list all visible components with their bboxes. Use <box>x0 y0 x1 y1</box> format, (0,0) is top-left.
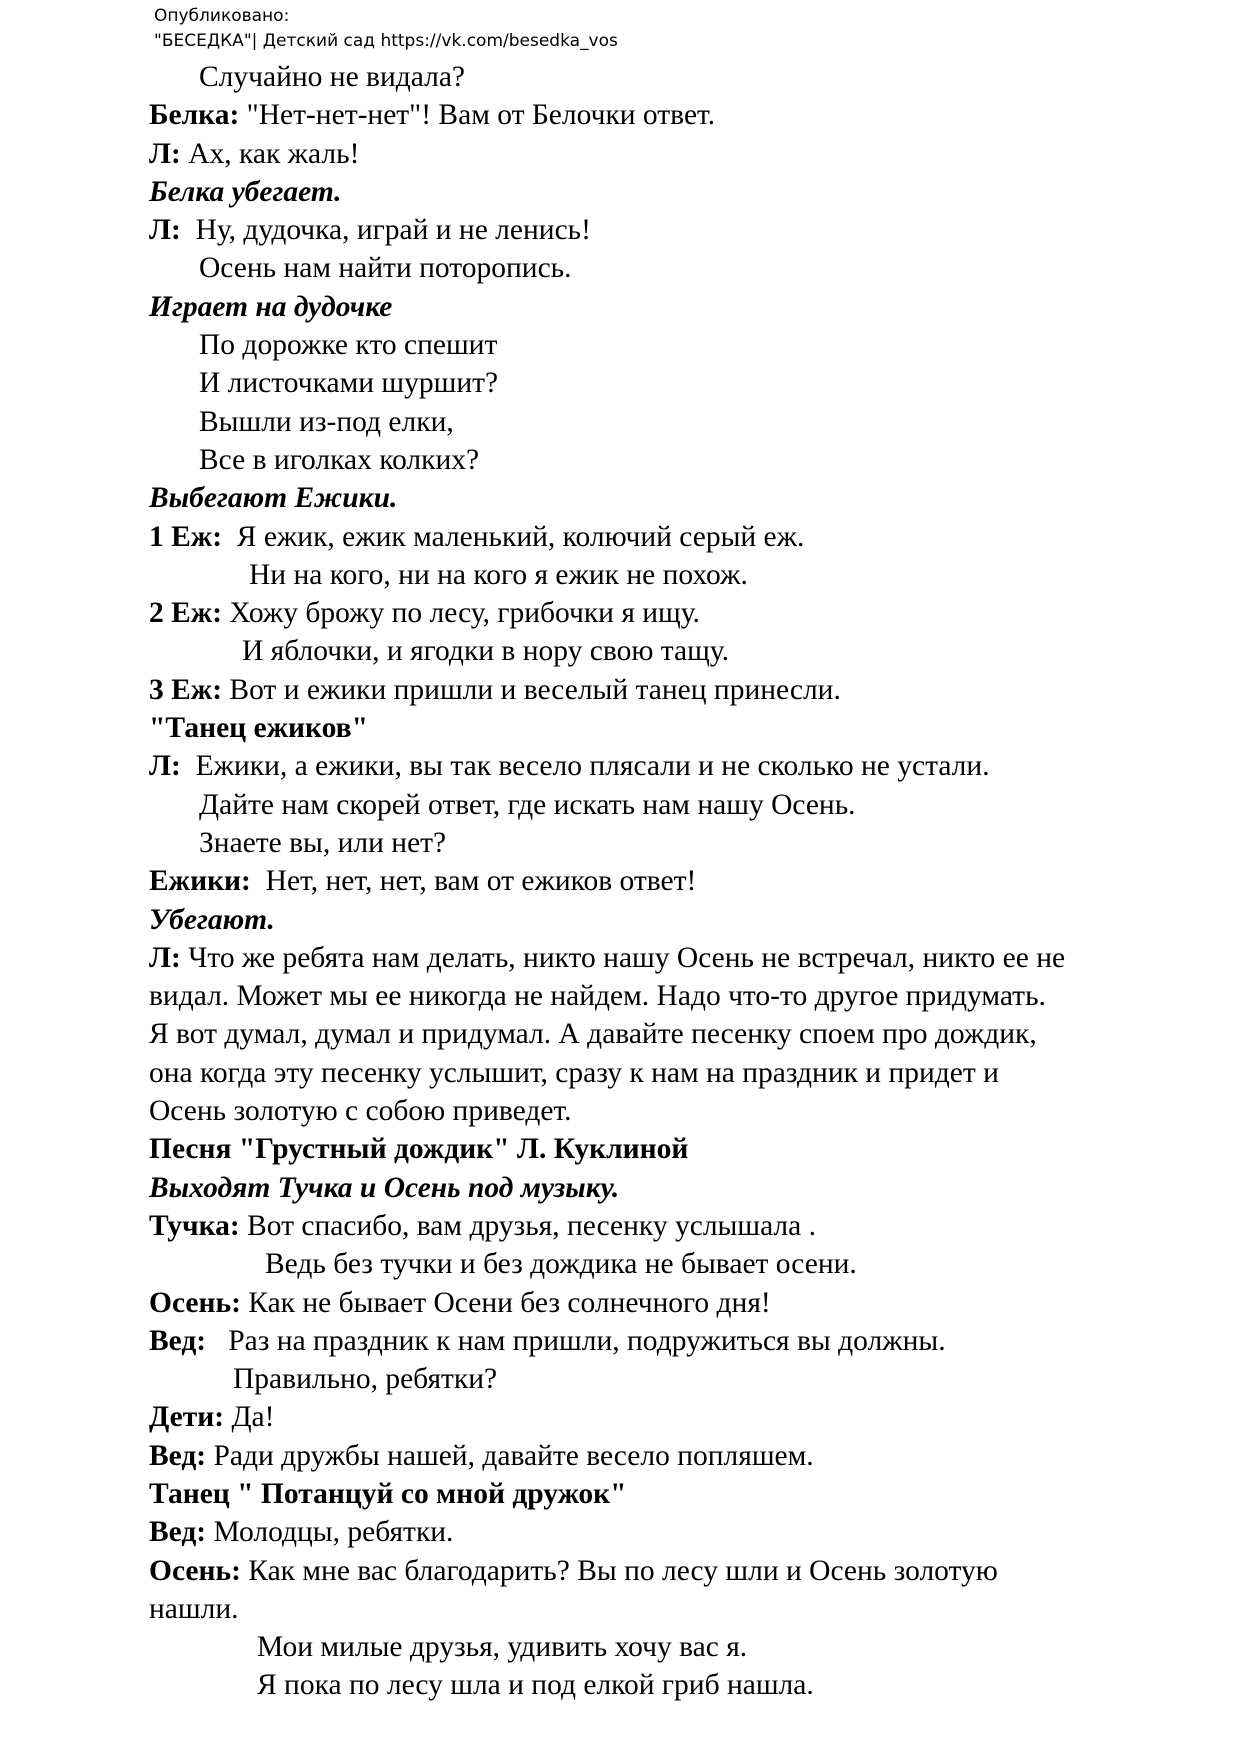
line-text: Я ежик, ежик маленький, колючий серый еж. <box>222 520 805 553</box>
speaker-name: Осень: <box>149 1554 241 1587</box>
speaker-name: 3 Еж: <box>149 673 223 706</box>
dialogue-line <box>149 135 1199 173</box>
line-text: Я вот думал, думал и придумал. А давайте песенку споем про дождик, <box>149 1018 1037 1051</box>
line-text: И яблочки, и ягодки в нору свою тащу. <box>242 635 729 668</box>
speaker-name: Вед: <box>149 1324 207 1357</box>
text-line <box>149 249 1199 287</box>
speaker-name: Белка: <box>149 99 240 132</box>
speaker-name: 2 Еж: <box>149 597 223 630</box>
stage-direction: Играет на дудочке <box>149 290 393 323</box>
publication-header <box>154 4 618 54</box>
text-line <box>149 1054 1199 1092</box>
line-text: нашли. <box>149 1592 239 1625</box>
line-text: Ну, дудочка, играй и не ленись! <box>180 214 591 247</box>
speaker-name: Дети: <box>149 1401 225 1434</box>
published-label: Опубликовано: <box>154 6 290 26</box>
source-line: "БЕСЕДКА"| Детский сад https://vk.com/besedka_vos <box>154 31 618 51</box>
line-text: Ежики, а ежики, вы так весело плясали и не сколько не устали. <box>180 750 990 783</box>
dialogue-line <box>149 671 1199 709</box>
line-text: Я пока по лесу шла и под елкой гриб нашла. <box>257 1669 814 1702</box>
text-line <box>149 824 1199 862</box>
dialogue-line <box>149 518 1199 556</box>
text-line <box>149 556 1199 594</box>
speaker-name: Л: <box>149 750 181 783</box>
stage-direction: Выходят Тучка и Осень под музыку. <box>149 1171 620 1204</box>
stage-direction: Выбегают Ежики. <box>149 482 398 515</box>
text-line <box>149 1590 1199 1628</box>
performance-title: Танец " Потанцуй со мной дружок" <box>149 1477 627 1510</box>
stage-direction: Белка убегает. <box>149 175 342 208</box>
speaker-name: 1 Еж: <box>149 520 223 553</box>
line-text: Ведь без тучки и без дождика не бывает осени. <box>265 1248 857 1281</box>
text-line <box>149 441 1199 479</box>
line-text: Как мне вас благодарить? Вы по лесу шли и Осень золотую <box>240 1554 998 1587</box>
speaker-name: Вед: <box>149 1439 207 1472</box>
dialogue-line <box>149 1322 1199 1360</box>
text-line <box>149 1092 1199 1130</box>
line-text: Вот спасибо, вам друзья, песенку услышала . <box>239 1209 816 1242</box>
line-text: Все в иголках колких? <box>199 443 480 476</box>
dialogue-line <box>149 96 1199 134</box>
speaker-name: Вед: <box>149 1516 207 1549</box>
text-line <box>149 364 1199 402</box>
text-line <box>149 632 1199 670</box>
line-text: Хожу брожу по лесу, грибочки я ищу. <box>222 597 700 630</box>
line-text: Молодцы, ребятки. <box>206 1516 454 1549</box>
line-text: она когда эту песенку услышит, сразу к нам на праздник и придет и <box>149 1056 999 1089</box>
dialogue-line <box>149 1552 1199 1590</box>
text-line <box>149 1666 1199 1704</box>
line-text: По дорожке кто спешит <box>199 329 498 362</box>
line-text: Ах, как жаль! <box>180 137 360 170</box>
line-text: Знаете вы, или нет? <box>199 826 447 859</box>
line-text: Осень золотую с собою приведет. <box>149 1095 572 1128</box>
dialogue-line <box>149 747 1199 785</box>
line-text: Правильно, ребятки? <box>233 1363 498 1396</box>
line-text: Да! <box>224 1401 275 1434</box>
line-text: "Нет-нет-нет"! Вам от Белочки ответ. <box>239 99 716 132</box>
line-text: Нет, нет, нет, вам от ежиков ответ! <box>250 865 697 898</box>
text-line <box>149 326 1199 364</box>
dialogue-line <box>149 594 1199 632</box>
dialogue-line <box>149 939 1199 977</box>
line-text: Что же ребята нам делать, никто нашу Осень не встречал, никто ее не <box>180 941 1066 974</box>
line-text: Вышли из-под елки, <box>199 405 454 438</box>
line-text: видал. Может мы ее никогда не найдем. Надо что-то другое придумать. <box>149 980 1046 1013</box>
line-text: Вот и ежики пришли и веселый танец принесли. <box>222 673 841 706</box>
line-text: Осень нам найти поторопись. <box>199 252 572 285</box>
speaker-name: Л: <box>149 137 181 170</box>
text-line <box>149 403 1199 441</box>
text-line <box>149 58 1199 96</box>
speaker-name: Ежики: <box>149 865 251 898</box>
performance-title: "Танец ежиков" <box>149 712 368 745</box>
line-text: Как не бывает Осени без солнечного дня! <box>240 1286 771 1319</box>
line-text: Мои милые друзья, удивить хочу вас я. <box>257 1631 748 1664</box>
speaker-name: Осень: <box>149 1286 241 1319</box>
text-line <box>149 1628 1199 1666</box>
speaker-name: Л: <box>149 214 181 247</box>
dialogue-line <box>149 862 1199 900</box>
speaker-name: Л: <box>149 941 181 974</box>
dialogue-line <box>149 1284 1199 1322</box>
dialogue-line <box>149 211 1199 249</box>
dialogue-line <box>149 1207 1199 1245</box>
dialogue-line <box>149 1437 1199 1475</box>
text-line <box>149 786 1199 824</box>
line-text: Случайно не видала? <box>199 61 466 93</box>
script-text <box>149 58 1199 1705</box>
line-text: Дайте нам скорей ответ, где искать нам нашу Осень. <box>199 788 856 821</box>
dialogue-line <box>149 1398 1199 1436</box>
line-text: Ради дружбы нашей, давайте весело попляшем. <box>206 1439 814 1472</box>
line-text: Ни на кого, ни на кого я ежик не похож. <box>249 558 748 591</box>
dialogue-line <box>149 1513 1199 1551</box>
line-text: Раз на праздник к нам пришли, подружиться вы должны. <box>206 1324 946 1357</box>
text-line <box>149 1245 1199 1283</box>
text-line <box>149 977 1199 1015</box>
performance-title: Песня "Грустный дождик" Л. Куклиной <box>149 1133 689 1166</box>
text-line <box>149 1360 1199 1398</box>
speaker-name: Тучка: <box>149 1209 240 1242</box>
line-text: И листочками шуршит? <box>199 367 499 400</box>
text-line <box>149 1015 1199 1053</box>
stage-direction: Убегают. <box>149 903 275 936</box>
